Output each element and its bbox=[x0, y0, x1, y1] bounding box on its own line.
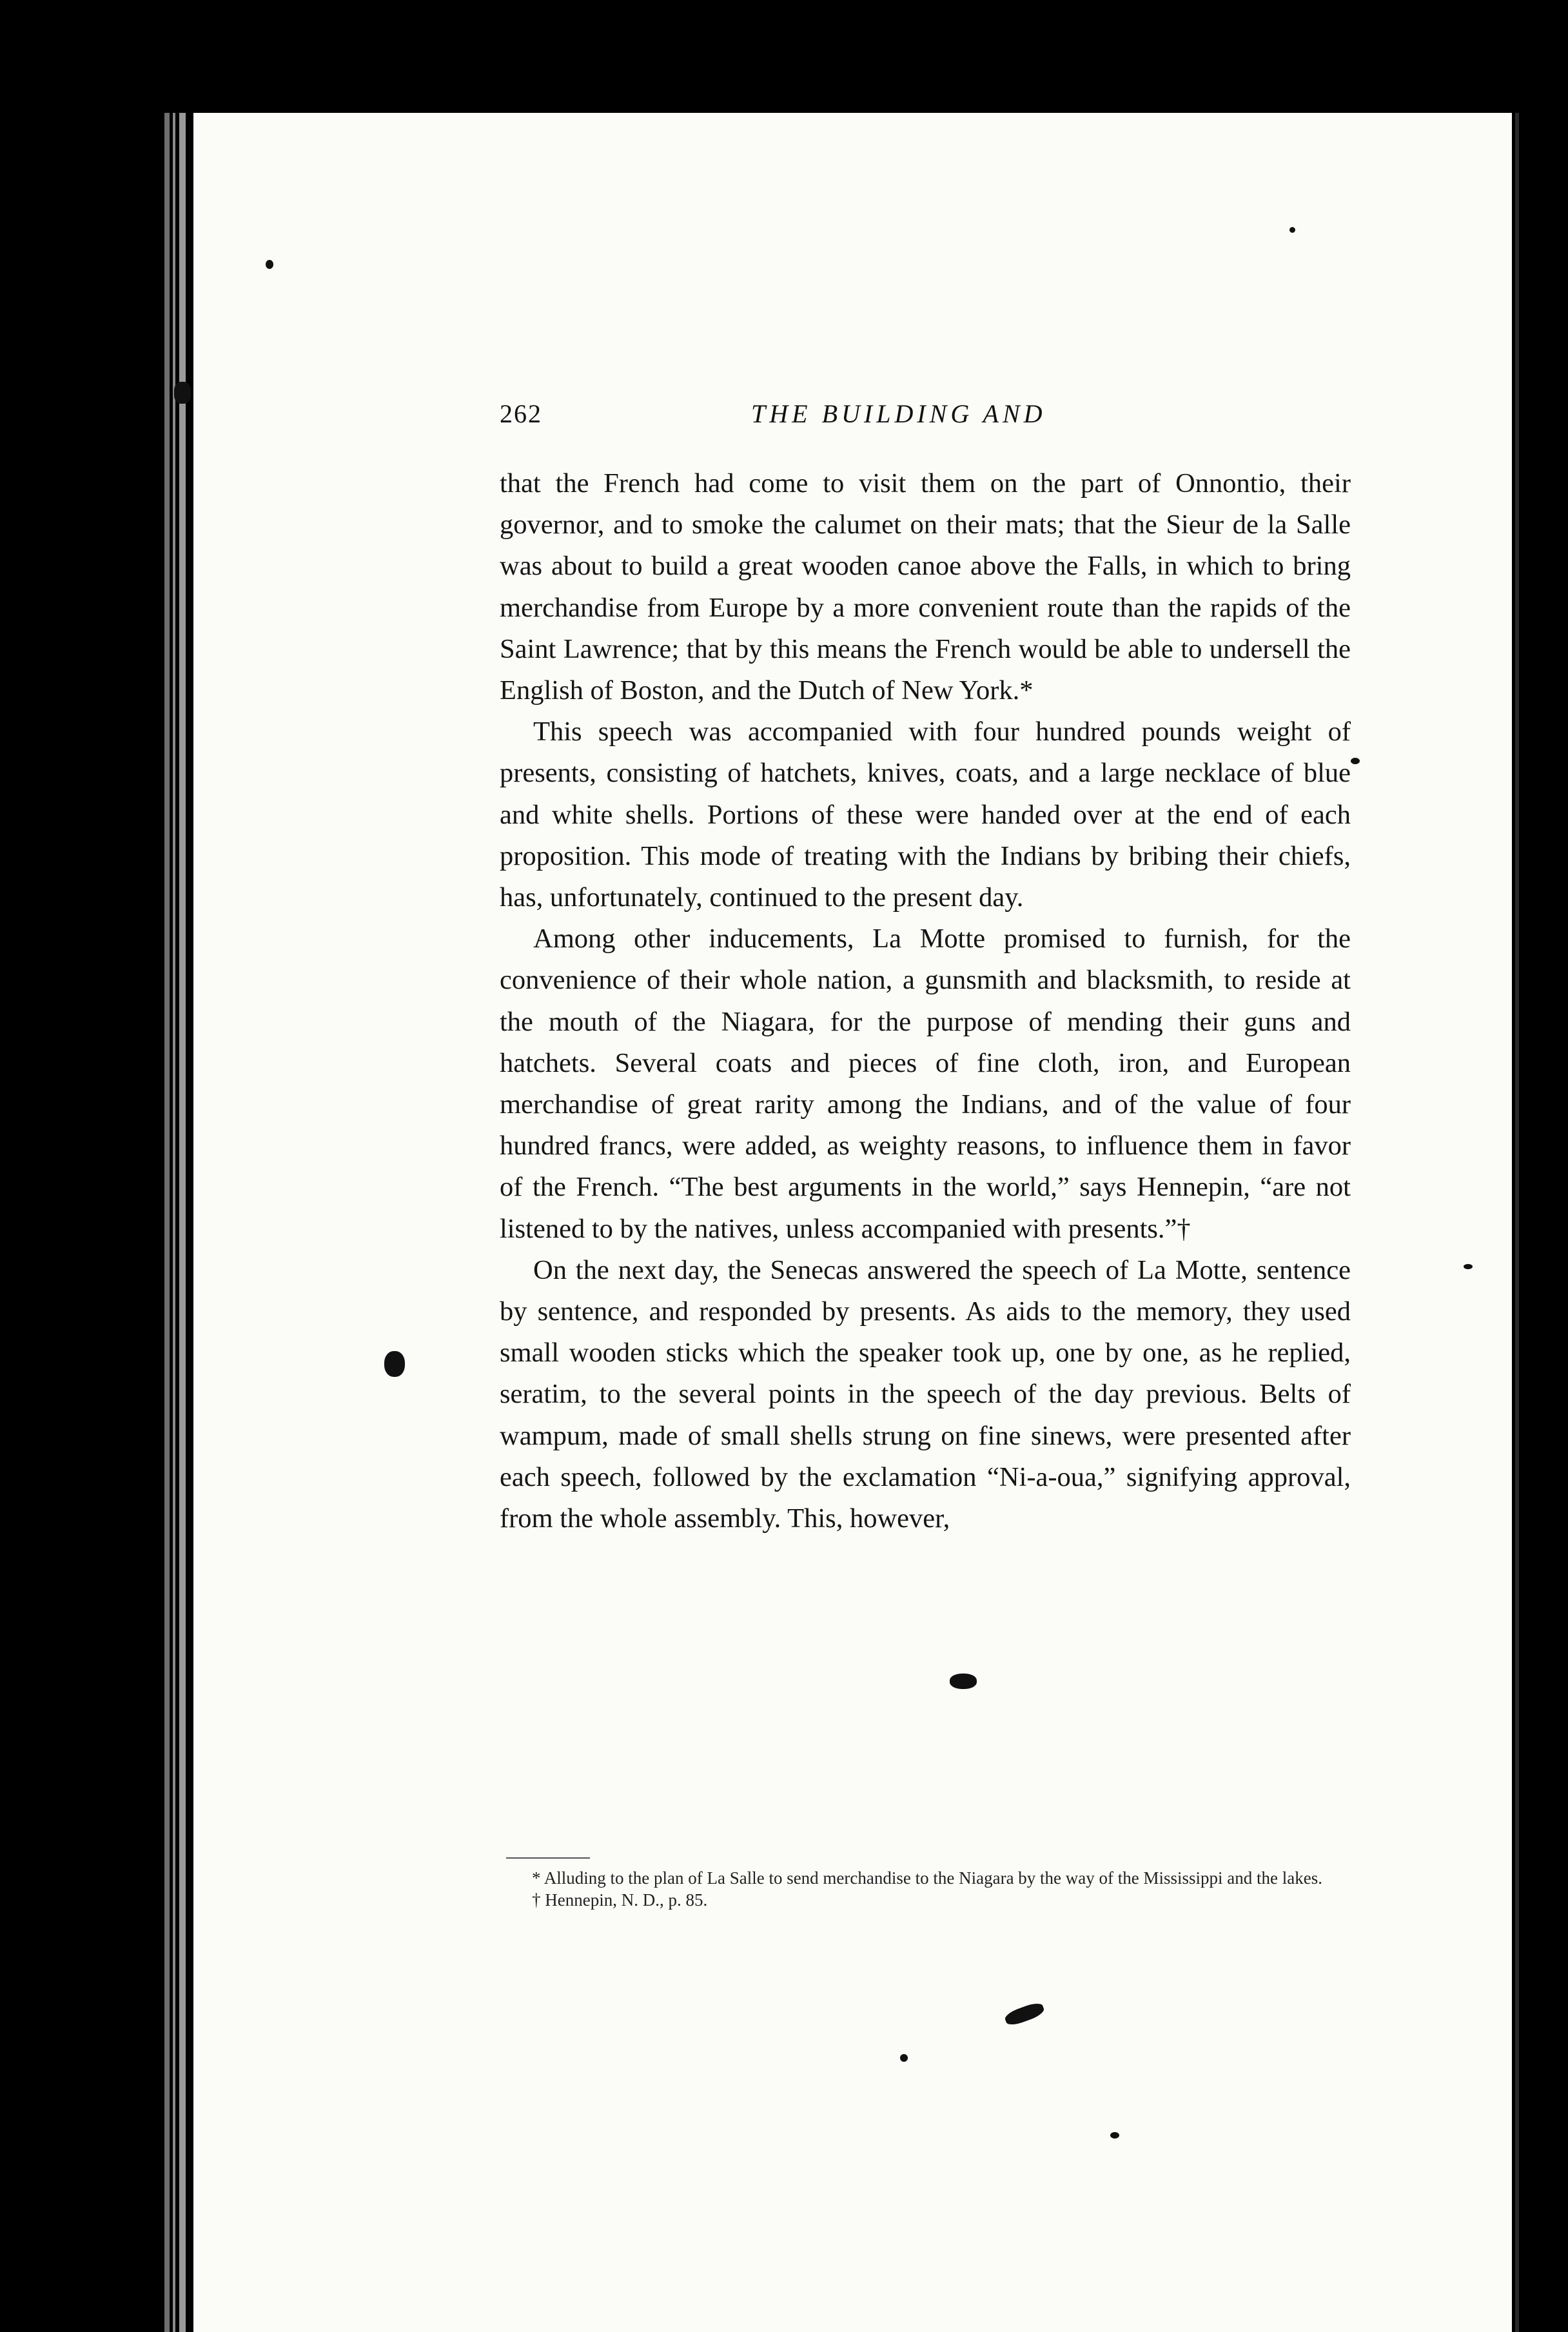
page-header bbox=[500, 399, 1402, 444]
right-edge-line bbox=[1515, 113, 1519, 2332]
right-page-edge bbox=[1512, 113, 1568, 2332]
footnote: † Hennepin, N. D., p. 85. bbox=[532, 1890, 708, 1910]
paragraph: that the French had come to visit them on the part of Onnontio, their governor, and to smoke the calumet on their mats; that the Sieur de la Salle was about to build a great wooden canoe above the Falls, in which to bring merchandise from Europe by a more convenient route than the rapids of the Saint Lawrence; that by this means the French would be able to undersell the English of Boston, and the Dutch of New York.* bbox=[500, 468, 1351, 706]
scan-speck bbox=[950, 1674, 977, 1689]
binding-edge-line bbox=[173, 113, 175, 2332]
body-text bbox=[500, 463, 1351, 1539]
scan-speck bbox=[900, 2054, 908, 2062]
scan-speck bbox=[1464, 1264, 1473, 1269]
scan-speck bbox=[266, 260, 273, 269]
scan-speck bbox=[174, 382, 191, 404]
scan-speck bbox=[1289, 227, 1295, 233]
footnotes bbox=[506, 1867, 1354, 1911]
binding-edge-line bbox=[179, 113, 186, 2332]
binding-edge-line bbox=[164, 113, 170, 2332]
paragraph: On the next day, the Senecas answered the speech of La Motte, sentence by sentence, and responded by presents. As aids to the memory, they used small wooden sticks which the speaker took up, one by one, as he replied, seratim, to the several points in the speech of the day previous. Belts of wampum, made of small shells strung on fine sinews, were presented after each speech, followed by the exclamation “Ni-a-oua,” signifying approval, from the whole assembly. This, however, bbox=[500, 1254, 1351, 1534]
scan-speck bbox=[1110, 2132, 1119, 2139]
running-head: THE BUILDING AND bbox=[751, 399, 1046, 428]
paragraph: This speech was accompanied with four hundred pounds weight of presents, consisting of hatchets, knives, coats, and a large necklace of blue and white shells. Portions of these were handed over at the end of each proposition. This mode of treating with the Indians by bribing their chiefs, has, unfortunately, continued to the present day. bbox=[500, 716, 1351, 913]
page-number: 262 bbox=[500, 399, 542, 428]
scan-speck bbox=[384, 1351, 405, 1377]
footnote: * Alluding to the plan of La Salle to send merchandise to the Niagara by the way of the Mississippi and the lakes. bbox=[532, 1868, 1322, 1888]
scan-speck bbox=[1351, 758, 1360, 764]
footnote-rule bbox=[506, 1857, 590, 1859]
paragraph: Among other inducements, La Motte promised to furnish, for the convenience of their whole nation, a gunsmith and blacksmith, to reside at the mouth of the Niagara, for the purpose of mending their guns and hatchets. Several coats and pieces of fine cloth, iron, and European merchandise of great rarity among the Indians, and of the value of four hundred francs, were added, as weighty reasons, to influence them in favor of the French. “The best arguments in the world,” says Hennepin, “are not listened to by the natives, unless accompanied with presents.”† bbox=[500, 924, 1351, 1244]
